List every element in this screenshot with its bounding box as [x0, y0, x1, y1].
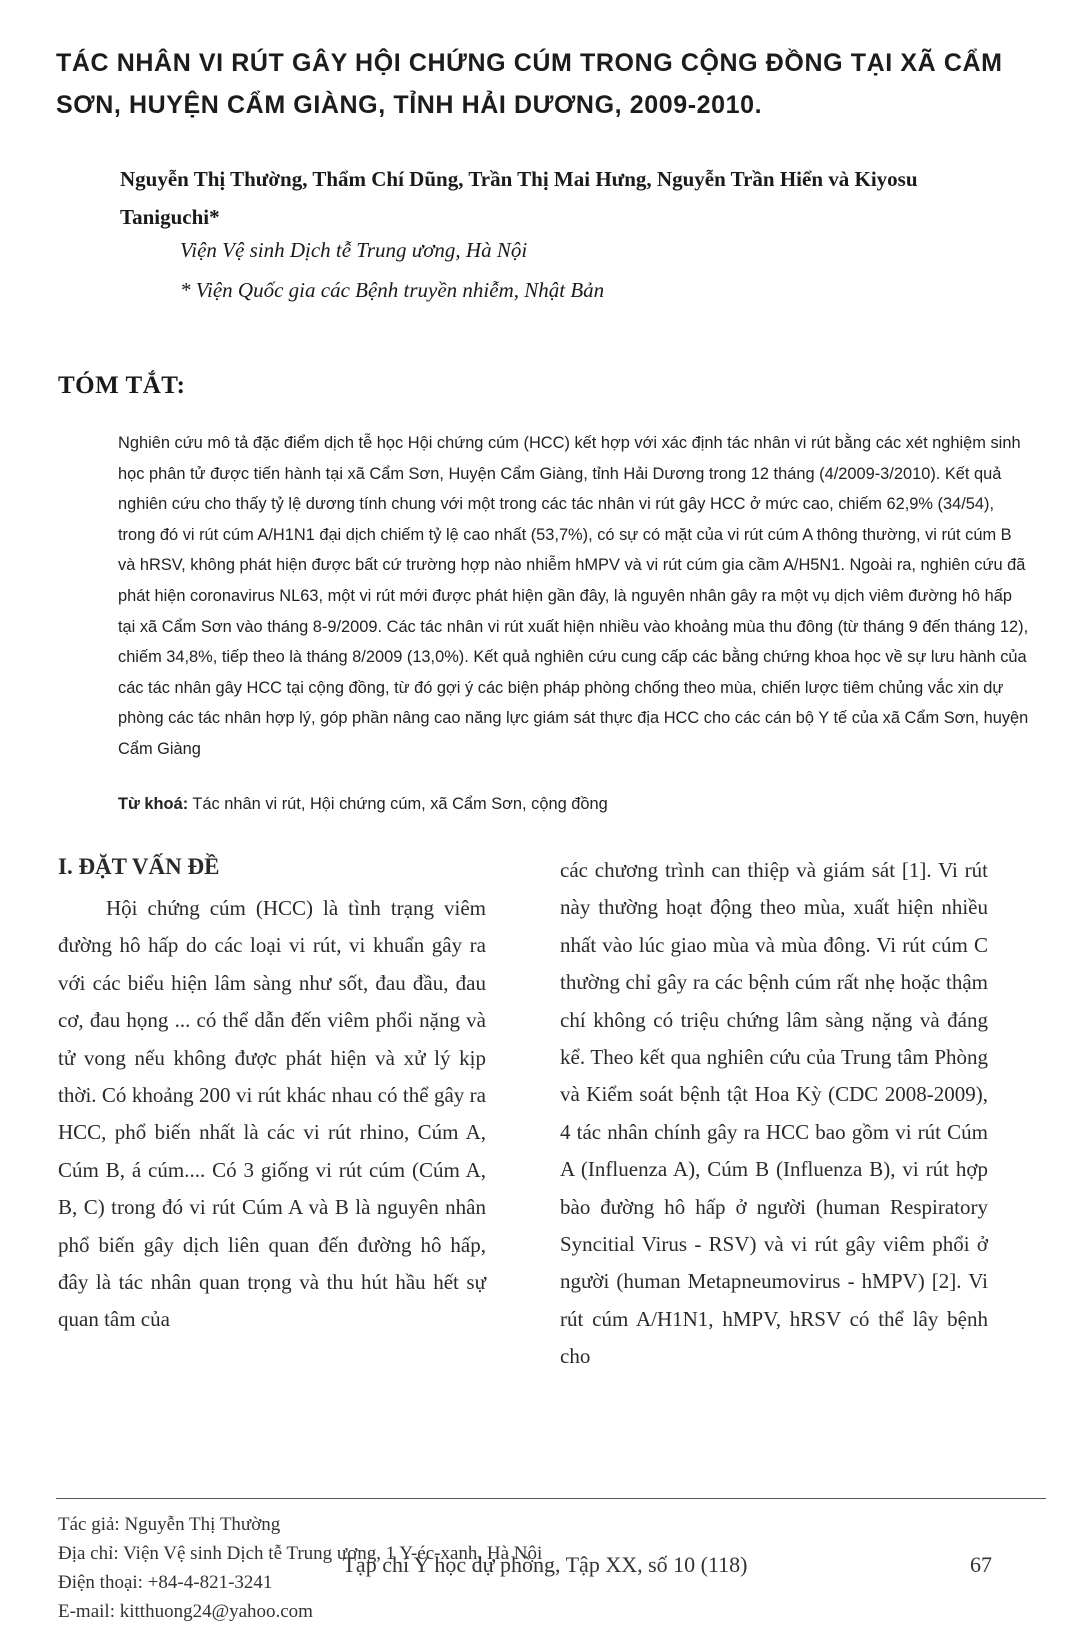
keywords: [118, 795, 1030, 814]
author-list: Nguyễn Thị Thường, Thẩm Chí Dũng, Trần Thị Mai Hưng, Nguyễn Trần Hiển và Kiyosu Taniguchi*: [120, 167, 918, 229]
body-paragraph-left: Hội chứng cúm (HCC) là tình trạng viêm đường hô hấp do các loại vi rút, vi khuẩn gây ra với các biểu hiện lâm sàng như sốt, đau đầu, đau cơ, đau họng ... có thể dẫn đến viêm phổi nặng và tử vong nếu không được phát hiện và xử lý kịp thời. Có khoảng 200 vi rút khác nhau có thể gây ra HCC, phổ biến nhất là các vi rút rhino, Cúm A, Cúm B, á cúm.... Có 3 giống vi rút cúm (Cúm A, B, C) trong đó vi rút Cúm A và B là nguyên nhân phổ biến gây dịch liên quan đến đường hô hấp, đây là tác nhân quan trọng và thu hút hầu hết sự quan tâm của: [58, 896, 486, 1332]
affiliation-1: Viện Vệ sinh Dịch tễ Trung ương, Hà Nội: [180, 238, 528, 262]
body-column-right: [560, 852, 988, 1376]
keywords-text: Tác nhân vi rút, Hội chứng cúm, xã Cẩm Sơn, cộng đồng: [192, 795, 608, 813]
abstract-heading: TÓM TẮT:: [58, 372, 186, 399]
section-heading: I. ĐẶT VẤN ĐỀ: [58, 854, 220, 879]
footnote-author: Tác giả: Nguyễn Thị Thường: [58, 1514, 281, 1535]
footnote-email: E-mail: kitthuong24@yahoo.com: [58, 1601, 313, 1622]
abstract-text: Nghiên cứu mô tả đặc điểm dịch tễ học Hội chứng cúm (HCC) kết hợp với xác định tác nhân vi rút bằng các xét nghiệm sinh học phân tử được tiến hành tại xã Cẩm Sơn, Huyện Cẩm Giàng, tỉnh Hải Dương trong 12 tháng (4/2009-3/2010). Kết quả nghiên cứu cho thấy tỷ lệ dương tính chung với một trong các tác nhân vi rút gây HCC ở mức cao, chiếm 62,9% (34/54), trong đó vi rút cúm A/H1N1 đại dịch chiếm tỷ lệ cao nhất (53,7%), có sự có mặt của vi rút cúm A thông thường, vi rút cúm B và hRSV, không phát hiện được bất cứ trường hợp nào nhiễm hMPV và vi rút cúm gia cầm A/H5N1. Ngoài ra, nghiên cứu đã phát hiện coronavirus NL63, một vi rút mới được phát hiện gần đây, là nguyên nhân gây ra một vụ dịch viêm đường hô hấp tại xã Cẩm Sơn vào tháng 8-9/2009. Các tác nhân vi rút xuất hiện nhiều vào khoảng mùa thu đông (từ tháng 9 đến tháng 12), chiếm 34,8%, tiếp theo là tháng 8/2009 (13,0%). Kết quả nghiên cứu cung cấp các bằng chứng khoa học về sự lưu hành của các tác nhân gây HCC tại cộng đồng, từ đó gợi ý các biện pháp phòng chống theo mùa, chiến lược tiêm chủng vắc xin dự phòng các tác nhân hợp lý, góp phần nâng cao năng lực giám sát thực địa HCC cho các cán bộ Y tế của xã Cẩm Sơn, huyện Cẩm Giàng: [118, 434, 1029, 758]
footnote-phone: Điện thoại: +84-4-821-3241: [58, 1572, 273, 1593]
page-number: 67: [970, 1552, 992, 1577]
paper-title: TÁC NHÂN VI RÚT GÂY HỘI CHỨNG CÚM TRONG CỘNG ĐỒNG TẠI XÃ CẨM SƠN, HUYỆN CẨM GIÀNG, TỈNH HẢI DƯƠNG, 2009-2010.: [56, 49, 1003, 119]
footnote-divider: [56, 1498, 1046, 1499]
affiliation-2: * Viện Quốc gia các Bệnh truyền nhiễm, Nhật Bản: [180, 278, 605, 302]
body-paragraph-right: các chương trình can thiệp và giám sát [1]. Vi rút này thường hoạt động theo mùa, xuất hiện nhiều nhất vào lúc giao mùa và mùa đông. Vi rút cúm C thường chỉ gây ra các bệnh cúm rất nhẹ hoặc thậm chí không có triệu chứng lâm sàng nặng và đáng kể. Theo kết qua nghiên cứu của Trung tâm Phòng và Kiểm soát bệnh tật Hoa Kỳ (CDC 2008-2009), 4 tác nhân chính gây ra HCC bao gồm vi rút Cúm A (Influenza A), Cúm B (Influenza B), vi rút hợp bào đường hô hấp ở người (human Respiratory Syncitial Virus - RSV) và vi rút gây viêm phổi ở người (human Metapneumovirus - hMPV) [2]. Vi rút cúm A/H1N1, hMPV, hRSV có thể lây bệnh cho: [560, 858, 988, 1369]
journal-footer: Tạp chí Y học dự phòng, Tập XX, số 10 (118): [342, 1552, 748, 1577]
footnote-address: Địa chỉ: Viện Vệ sinh Dịch tễ Trung ương, 1 Y-éc-xanh, Hà Nội: [58, 1543, 543, 1564]
body-column-left: [58, 852, 486, 1339]
keywords-label: Từ khoá:: [118, 795, 189, 813]
